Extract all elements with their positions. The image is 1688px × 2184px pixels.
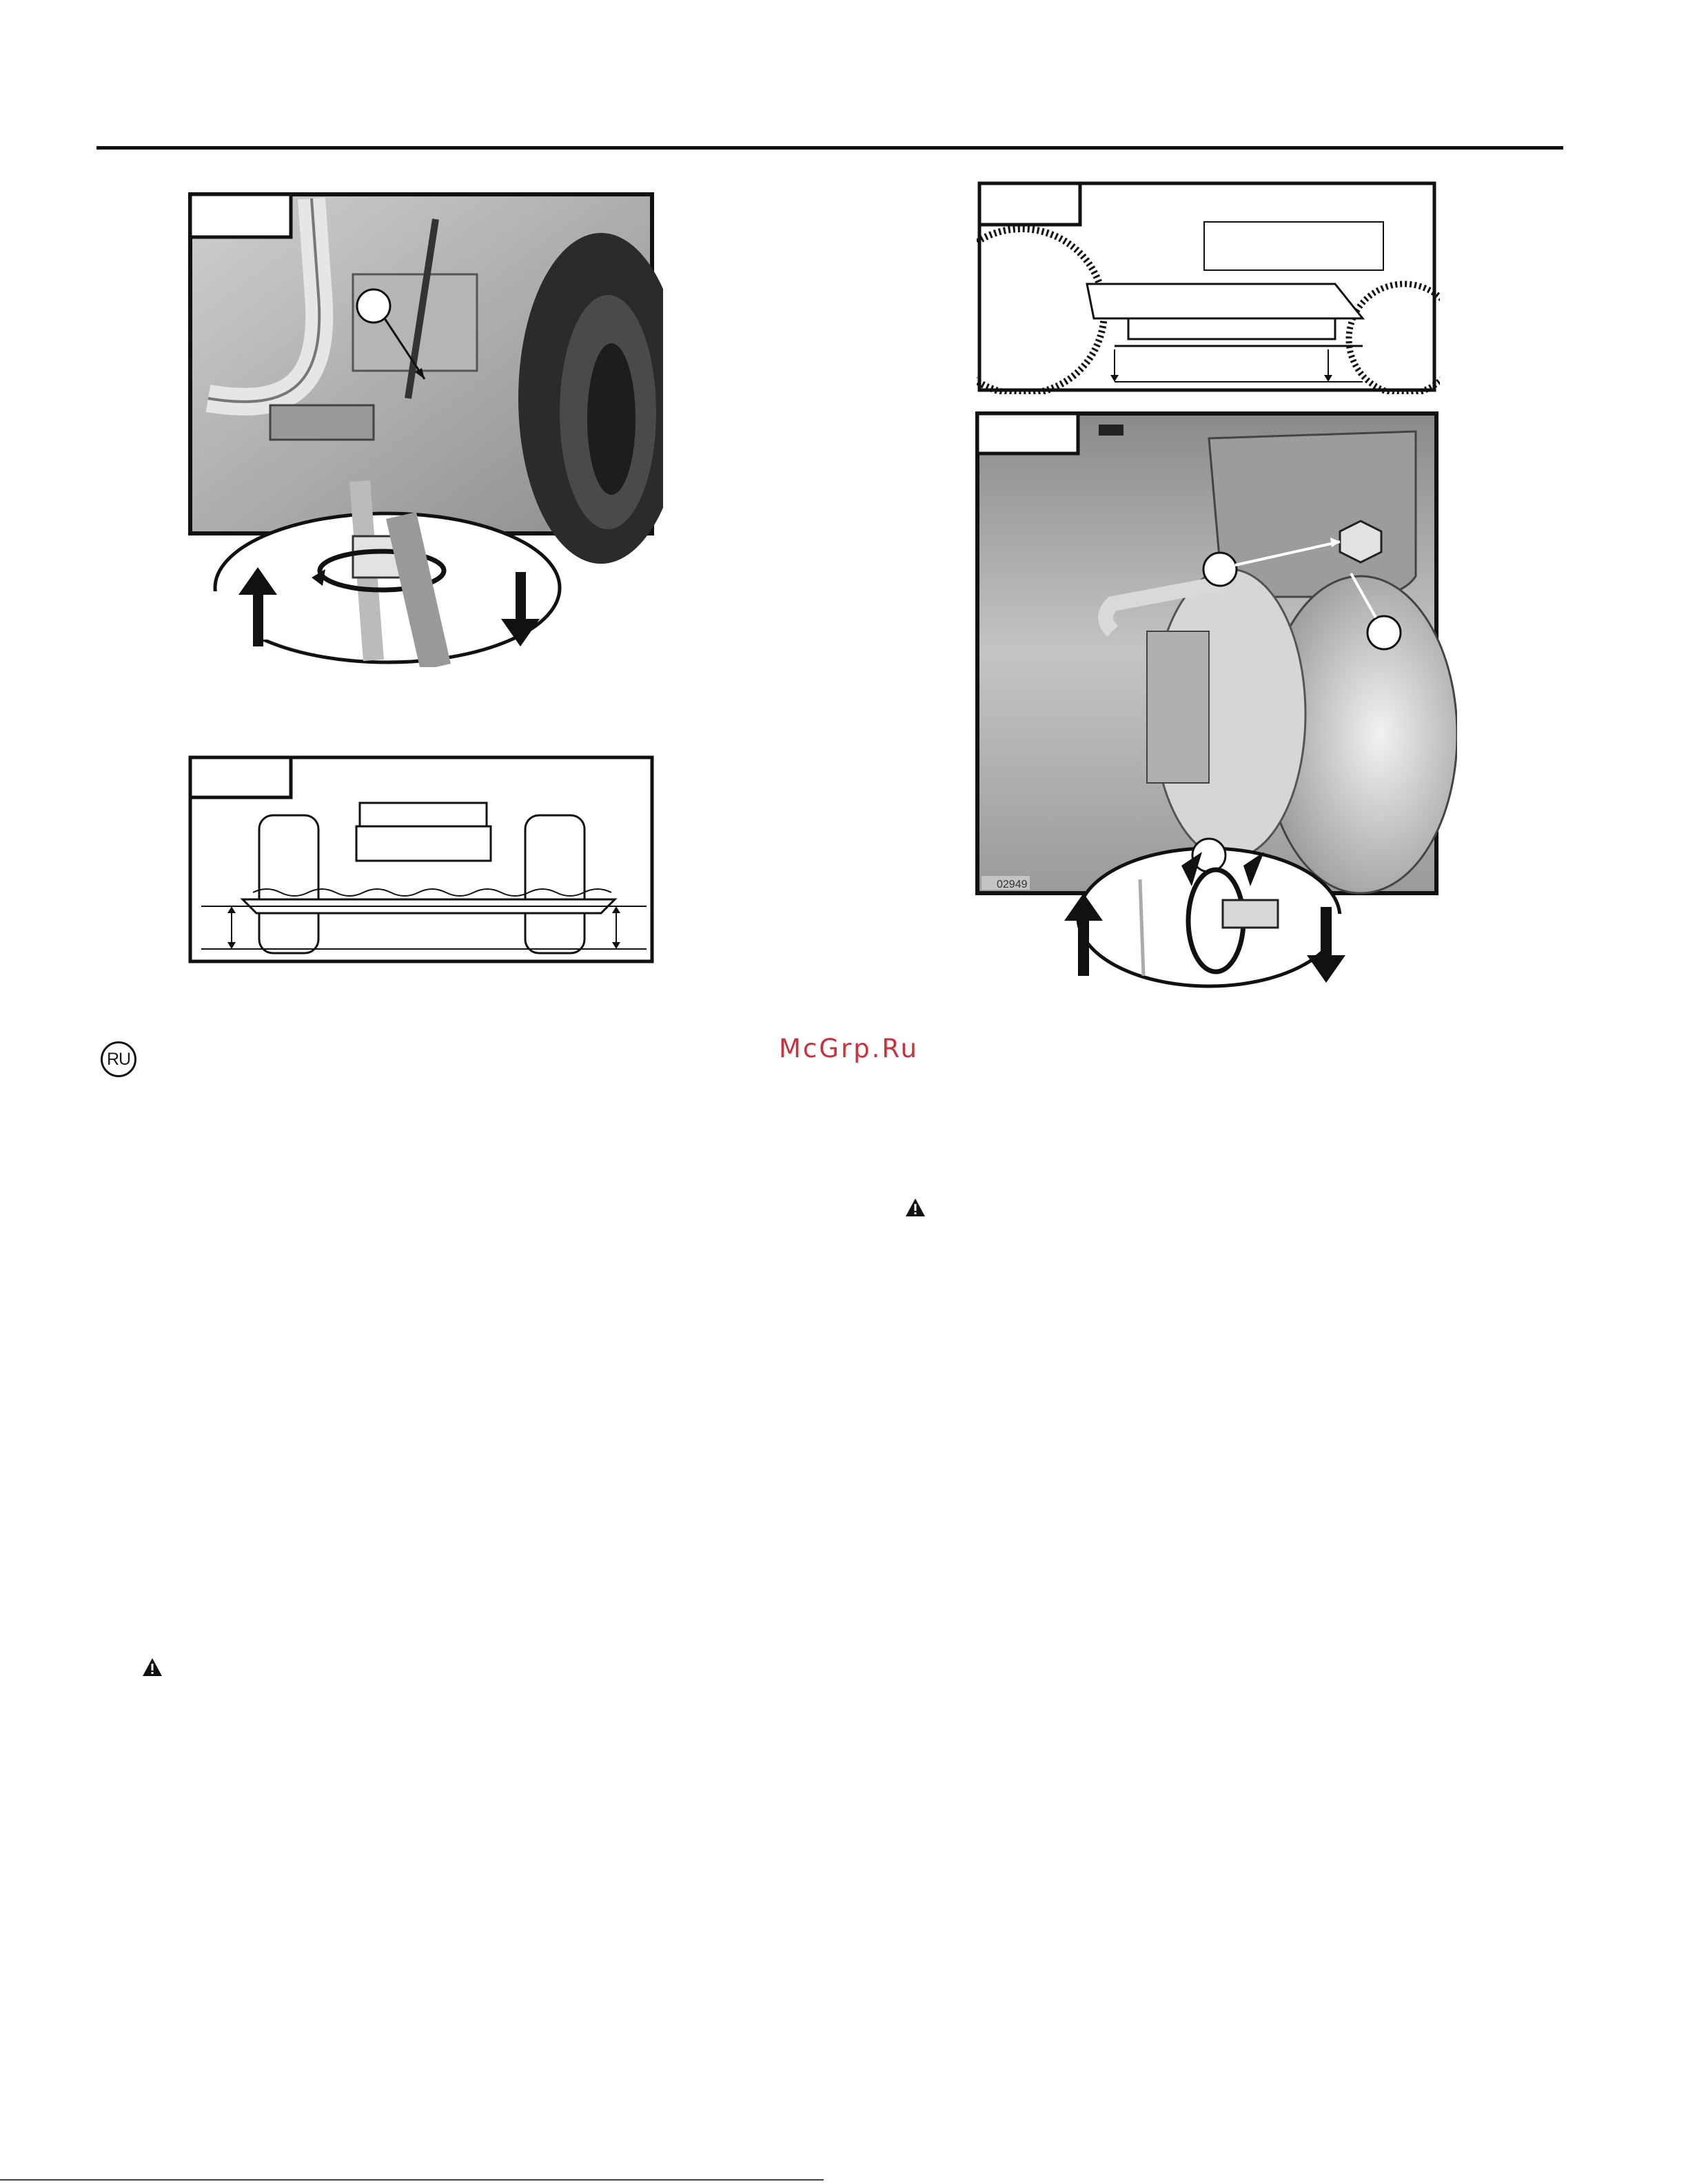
warning-triangle-icon — [142, 1657, 163, 1677]
figure-lift-linkage — [187, 192, 663, 667]
header-rule — [96, 146, 1563, 150]
photo-code: 02949 — [997, 879, 1028, 890]
warning-triangle-icon — [905, 1198, 926, 1217]
language-badge-ru: RU — [101, 1041, 136, 1077]
figure-gauge-wheel-adjust — [975, 411, 1457, 990]
watermark: McGrp.Ru — [779, 1034, 919, 1063]
footer-rule — [0, 2179, 824, 2181]
figure-deck-side-level — [977, 181, 1440, 394]
figure-deck-front-level — [187, 755, 660, 968]
